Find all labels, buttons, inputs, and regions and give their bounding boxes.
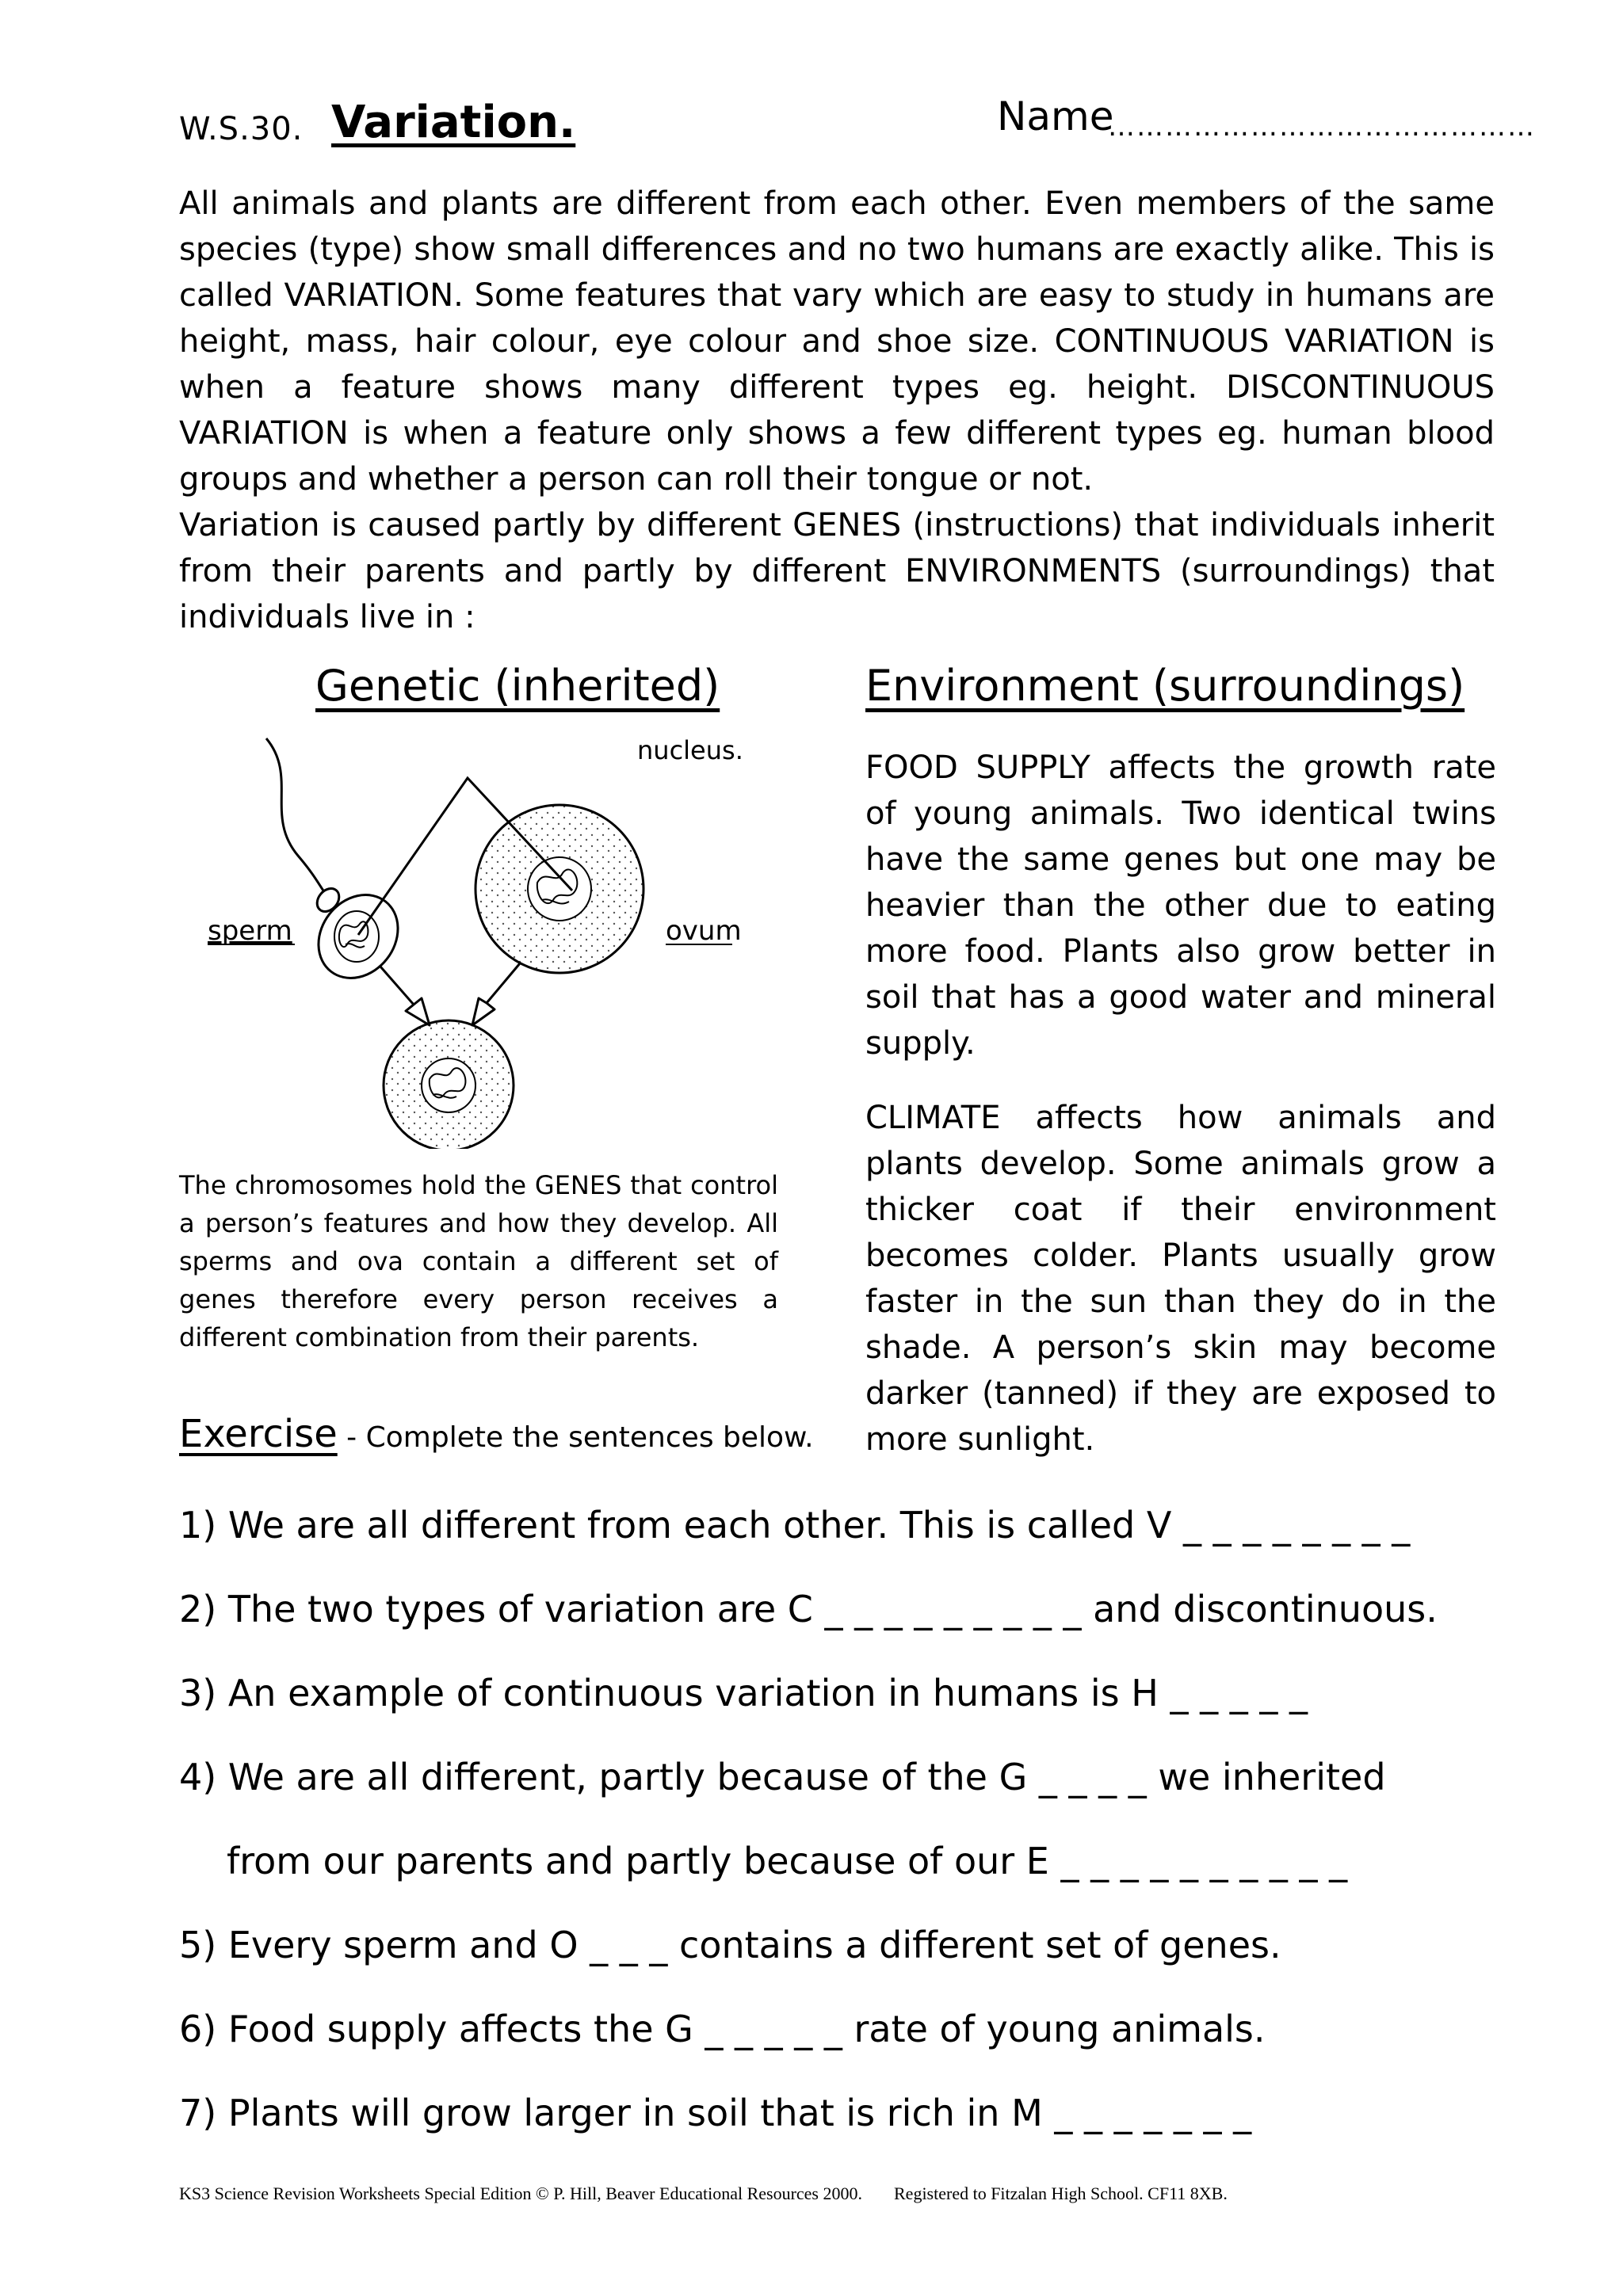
question-4: 4) We are all different, partly because of the G _ _ _ _ we inherited <box>179 1756 1386 1798</box>
question-2: 2) The two types of variation are C _ _ _ _ _ _ _ _ _ and discontinuous. <box>179 1588 1438 1630</box>
worksheet-title: Variation. <box>331 97 576 148</box>
environment-heading: Environment (surroundings) <box>865 661 1465 711</box>
footer-copyright: KS3 Science Revision Worksheets Special Edition © P. Hill, Beaver Educational Resources 2000. <box>179 2183 862 2203</box>
name-label: Name <box>997 93 1114 139</box>
fertilisation-diagram <box>179 721 781 1149</box>
question-1: 1) We are all different from each other. This is called V _ _ _ _ _ _ _ _ <box>179 1504 1411 1547</box>
climate-paragraph: CLIMATE affects how animals and plants develop. Some animals grow a thicker coat if their environment becomes colder. Plants usually grow faster in the sun than they do in the shade. A person’s skin may become darker (tanned) if they are exposed to more sunlight. <box>865 1100 1496 1458</box>
question-6: 6) Food supply affects the G _ _ _ _ _ rate of young animals. <box>179 2008 1266 2050</box>
genetic-text: The chromosomes hold the GENES that control a person’s features and how they develop. All sperms and ova contain a different set of genes therefore every person receives a different combination from their parents. <box>179 1170 778 1352</box>
sperm-cell <box>266 738 414 994</box>
footer-registration: Registered to Fitzalan High School. CF11 8XB. <box>894 2183 1228 2203</box>
question-5: 5) Every sperm and O _ _ _ contains a different set of genes. <box>179 1924 1281 1966</box>
food-supply-paragraph: FOOD SUPPLY affects the growth rate of young animals. Two identical twins have the same genes but one may be heavier than the other due to eating more food. Plants also grow better in soil that has a good water and mineral supply. <box>865 749 1496 1062</box>
exercise-instruction: - Complete the sentences below. <box>337 1421 814 1454</box>
footer <box>179 2183 1228 2204</box>
question-7: 7) Plants will grow larger in soil that is rich in M _ _ _ _ _ _ _ <box>179 2092 1252 2134</box>
ovum-label: ovum <box>666 915 742 947</box>
ovum-cell <box>475 805 643 973</box>
environment-text <box>865 745 1496 1491</box>
arrow-icon <box>380 967 430 1025</box>
fertilised-egg-cell <box>384 1020 514 1149</box>
nucleus-label: nucleus. <box>637 735 743 765</box>
name-blank-line: ……………………………………… <box>1108 111 1536 143</box>
genetic-heading: Genetic (inherited) <box>315 661 720 711</box>
intro-paragraph-1: All animals and plants are different from each other. Even members of the same species (type) show small differences and no two humans are exactly alike. This is called VARIATION. Some features that vary which are easy to study in humans are height, mass, hair colour, eye colour and shoe size. CONTINUOUS VARIATION is when a feature shows many different types eg. height. DISCONTINUOUS VARIATION is when a feature only shows a few different types eg. human blood groups and whether a person can roll their tongue or not. <box>179 185 1495 498</box>
intro-paragraph-2: Variation is caused partly by different GENES (instructions) that individuals inherit from their parents and partly by different ENVIRONMENTS (surroundings) that individuals live in : <box>179 507 1495 635</box>
question-4-continued: from our parents and partly because of our E _ _ _ _ _ _ _ _ _ _ <box>227 1840 1348 1882</box>
arrow-icon <box>472 963 520 1025</box>
question-3: 3) An example of continuous variation in humans is H _ _ _ _ _ <box>179 1672 1308 1714</box>
exercise-title: Exercise <box>179 1412 338 1456</box>
sperm-label: sperm <box>208 915 292 947</box>
intro-text <box>179 181 1495 640</box>
worksheet-code: W.S.30. <box>179 111 304 147</box>
exercise-heading <box>179 1412 814 1456</box>
